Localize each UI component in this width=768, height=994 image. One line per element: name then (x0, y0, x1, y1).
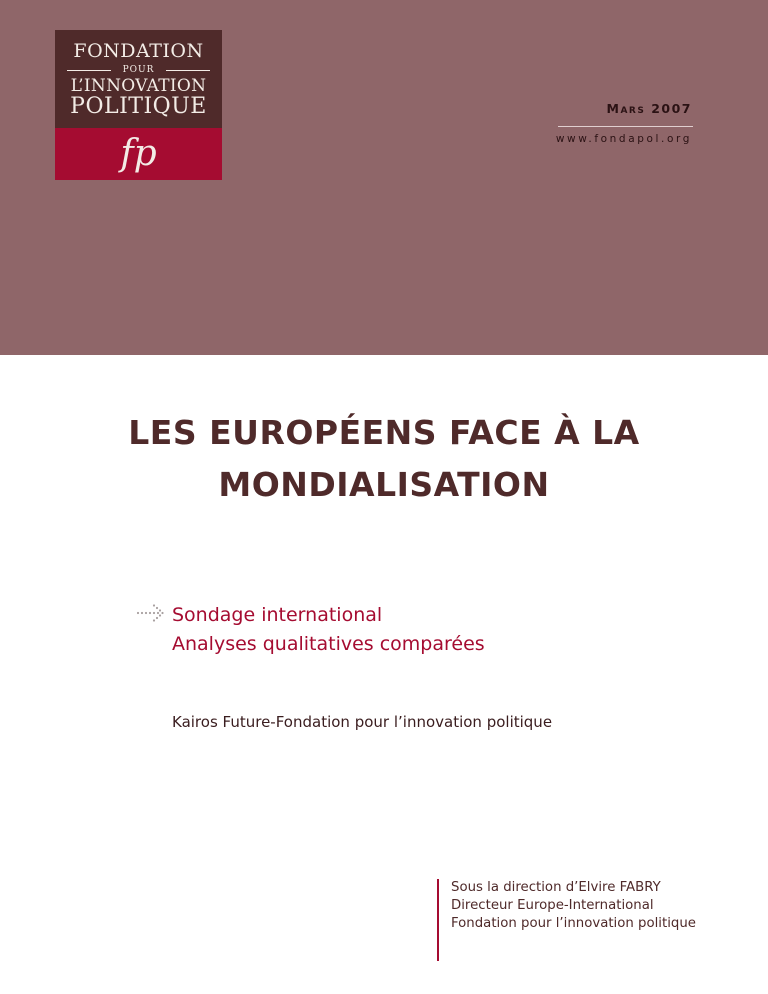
document-title (0, 407, 768, 511)
credits-accent-bar (437, 879, 439, 961)
subtitle-line-1: Sondage international (172, 604, 383, 626)
credits-line-3: Fondation pour l’innovation politique (451, 916, 696, 931)
publication-date: Mars 2007 (606, 101, 692, 116)
dotted-arrow-icon (136, 603, 168, 623)
credits-line-1: Sous la direction d’Elvire FABRY (451, 880, 661, 895)
website-link[interactable]: www.fondapol.org (555, 133, 692, 145)
logo-monogram: fp (120, 133, 157, 174)
header-divider (558, 126, 693, 127)
title-line-1: LES EUROPÉENS FACE À LA (128, 413, 640, 452)
subtitle-line-2: Analyses qualitatives comparées (172, 633, 485, 655)
fondapol-logo (55, 30, 222, 180)
logo-line-fondation: FONDATION (73, 40, 204, 62)
title-line-2: MONDIALISATION (218, 465, 550, 504)
credits-block (451, 879, 696, 933)
subtitle-block (172, 601, 485, 659)
logo-line-politique: POLITIQUE (70, 94, 207, 119)
authors-line: Kairos Future-Fondation pour l’innovation politique (172, 713, 553, 731)
header-band (0, 0, 768, 355)
credits-line-2: Directeur Europe-International (451, 898, 654, 913)
logo-line-innovation: L’INNOVATION (70, 76, 207, 96)
logo-monogram-block (55, 128, 222, 180)
logo-line-pour: POUR (67, 65, 210, 75)
logo-wordmark (55, 30, 222, 128)
